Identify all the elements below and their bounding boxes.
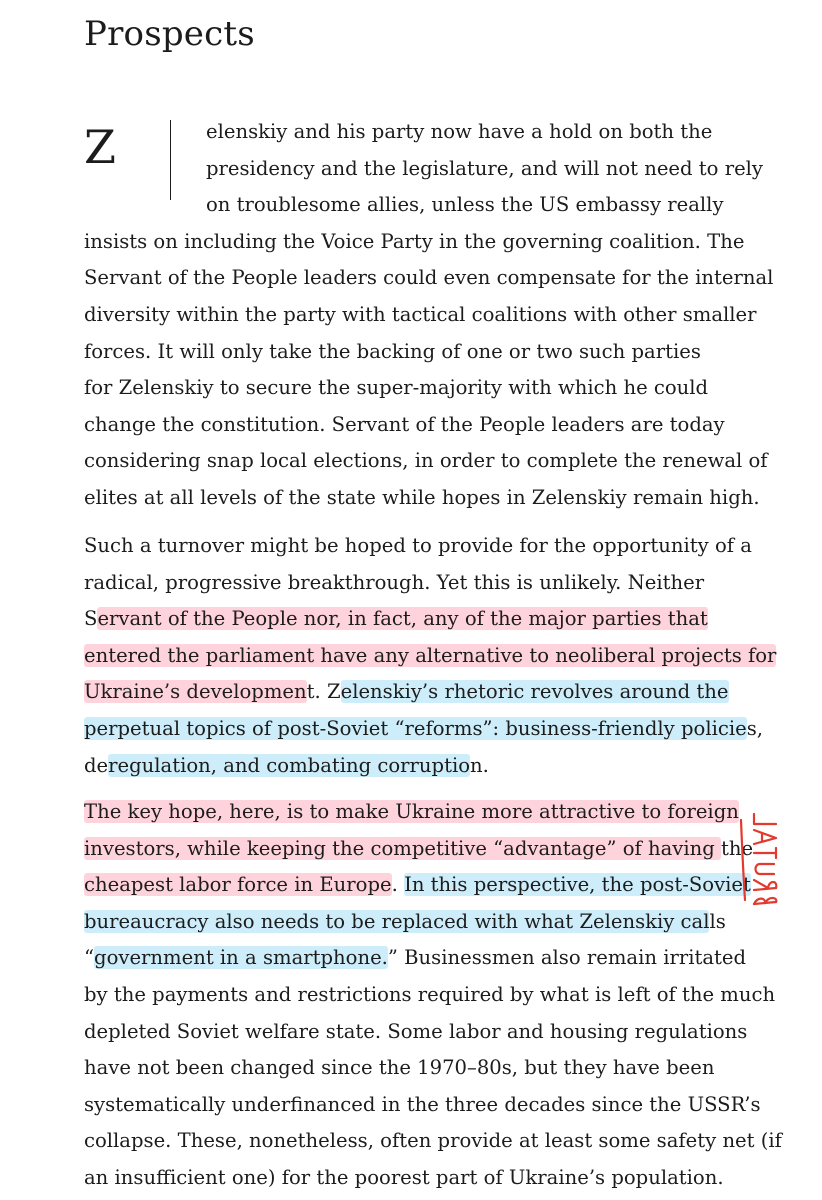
plain-text: S xyxy=(84,607,98,631)
plain-text: “ xyxy=(84,946,95,970)
pink-highlight: Ukraine’s developmen xyxy=(84,680,307,704)
paragraph-line xyxy=(84,867,784,904)
paragraph-line: Such a turnover might be hoped to provide for the opportunity of a xyxy=(84,534,752,557)
drop-cap: Z xyxy=(84,120,116,174)
paragraph-1 xyxy=(84,114,784,517)
paragraph-line: radical, progressive breakthrough. Yet this is unlikely. Neither xyxy=(84,570,705,594)
paragraph-line xyxy=(84,831,784,868)
paragraph-line: collapse. These, nonetheless, often provide at least some safety net (if xyxy=(84,1129,782,1153)
paragraph-line: forces. It will only take the backing of one or two such parties xyxy=(84,339,701,363)
paragraph-3 xyxy=(84,794,784,1197)
paragraph-line xyxy=(84,674,784,711)
paragraph-line xyxy=(84,601,784,638)
paragraph-line: change the constitution. Servant of the People leaders are today xyxy=(84,412,725,436)
paragraph-line xyxy=(84,638,784,675)
blue-highlight: elenskiy’s rhetoric revolves around the xyxy=(340,680,729,704)
plain-text: de xyxy=(84,753,109,777)
paragraph-line: presidency and the legislature, and will not need to rely xyxy=(206,156,763,180)
plain-text: s, xyxy=(746,716,763,740)
blue-highlight: bureaucracy also needs to be replaced with what Zelenskiy cal xyxy=(84,909,710,933)
plain-text: n. xyxy=(470,753,489,777)
plain-text: t. Z xyxy=(306,680,341,704)
paragraph-line xyxy=(84,748,784,785)
paragraph-line: for Zelenskiy to secure the super-majority with which he could xyxy=(84,376,709,400)
paragraph-line: on troublesome allies, unless the US embassy really xyxy=(206,193,724,217)
plain-text: the xyxy=(721,836,754,860)
pink-highlight: ervant of the People nor, in fact, any of the major parties that xyxy=(97,607,708,631)
paragraph-2 xyxy=(84,528,784,784)
blue-highlight: perpetual topics of post-Soviet “reforms”: business-friendly policie xyxy=(84,716,747,740)
plain-text: . xyxy=(391,873,405,897)
pink-highlight: entered the parliament have any alternative to neoliberal projects for xyxy=(84,643,777,667)
section-heading: Prospects xyxy=(84,14,255,54)
paragraph-line: depleted Soviet welfare state. Some labor and housing regulations xyxy=(84,1019,748,1043)
blue-highlight: In this perspective, the post-Soviet xyxy=(404,873,751,897)
paragraph-line: have not been changed since the 1970–80s, but they have been xyxy=(84,1056,715,1080)
paragraph-line: elites at all levels of the state while hopes in Zelenskiy remain high. xyxy=(84,485,760,509)
pink-highlight: investors, while keeping the competitive “advantage” of having xyxy=(84,836,721,860)
blue-highlight: government in a smartphone. xyxy=(94,946,388,970)
paragraph-line: diversity within the party with tactical coalitions with other smaller xyxy=(84,302,757,326)
plain-text: ” Businessmen also remain irritated xyxy=(387,946,747,970)
paragraph-line xyxy=(84,711,784,748)
pink-highlight: cheapest labor force in Europe xyxy=(84,873,392,897)
paragraph-line: considering snap local elections, in order to complete the renewal of xyxy=(84,449,768,473)
handwritten-brutal-annotation xyxy=(732,800,792,910)
paragraph-line: by the payments and restrictions required by what is left of the much xyxy=(84,982,776,1006)
paragraph-line: systematically underfinanced in the three decades since the USSR’s xyxy=(84,1092,761,1116)
plain-text: ls xyxy=(709,909,726,933)
paragraph-line: elenskiy and his party now have a hold on both the xyxy=(206,120,713,143)
paragraph-line xyxy=(84,940,784,977)
paragraph-line: an insufficient one) for the poorest part of Ukraine’s population. xyxy=(84,1165,724,1189)
paragraph-line: Servant of the People leaders could even compensate for the internal xyxy=(84,266,774,290)
pink-highlight: The key hope, here, is to make Ukraine more attractive to foreign xyxy=(84,800,739,823)
paragraph-line: insists on including the Voice Party in the governing coalition. The xyxy=(84,229,745,253)
paragraph-line xyxy=(84,904,784,941)
blue-highlight: regulation, and combating corruptio xyxy=(108,753,471,777)
paragraph-line xyxy=(84,794,784,831)
